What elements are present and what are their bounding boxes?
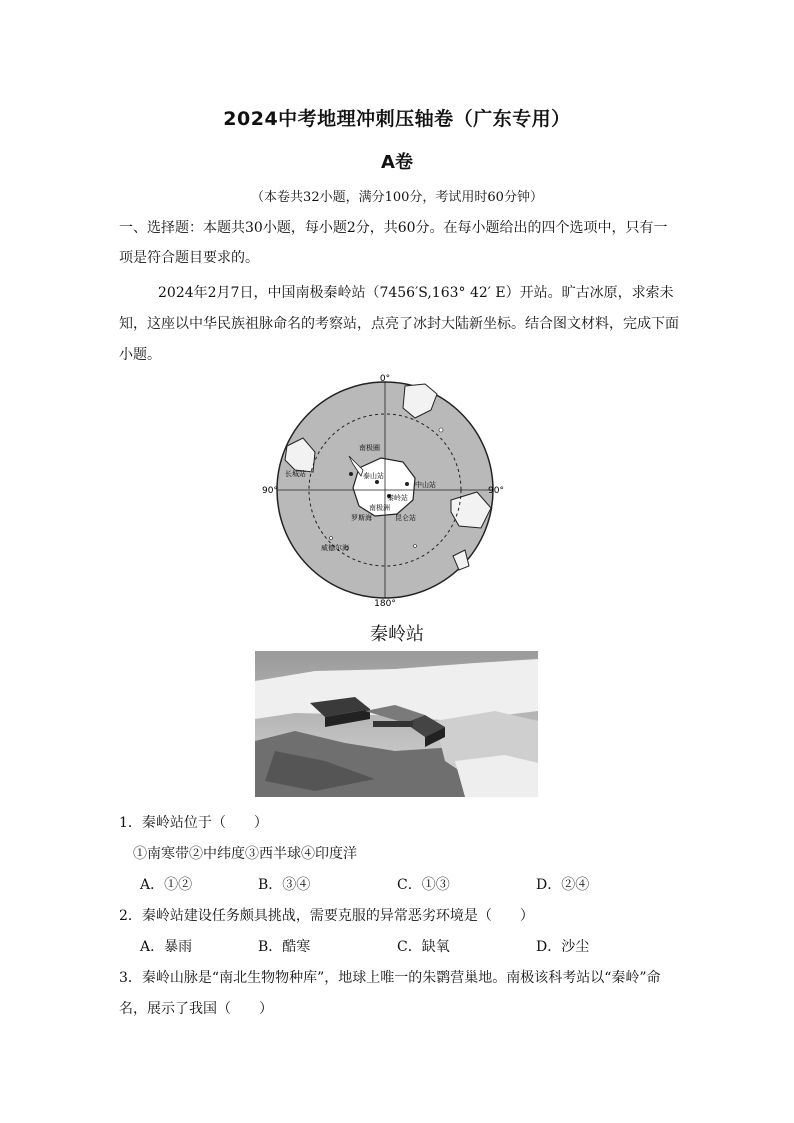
map-label-left: 90° [262, 486, 278, 496]
intro-line1: 2024年2月7日，中国南极秦岭站（7456′S,163° 42′ E）开站。旷古冰原，求索未 [158, 285, 674, 301]
map-station-1: 长城站 [285, 470, 306, 478]
paper-note: （本卷共32小题，满分100分，考试用时60分钟） [251, 190, 543, 205]
map-label-top: 0° [379, 374, 391, 384]
map-station-2: 中山站 [415, 481, 436, 489]
station-photo [255, 651, 538, 797]
question-3-stem-line1: 3．秦岭山脉是“南北生物物种库”，地球上唯一的朱鹮营巢地。南极该科考站以“秦岭”命 [119, 970, 661, 986]
antarctic-map [255, 372, 515, 612]
page-title: 2024中考地理冲刺压轴卷（广东专用） [223, 108, 571, 130]
section-heading-line1: 一、选择题：本题共30小题，每小题2分，共60分。在每小题给出的四个选项中，只有一 [119, 220, 668, 236]
map-label-bottom: 180° [374, 599, 396, 609]
question-2-option-d[interactable]: D．沙尘 [536, 939, 590, 955]
question-1-items: ①南寒带②中纬度③西半球④印度洋 [133, 846, 357, 862]
map-sea-3: 南极圈 [359, 444, 380, 452]
question-3-stem-line2: 名，展示了我国（ ） [119, 1001, 273, 1017]
map-label-right: 90° [488, 486, 504, 496]
map-station-4: 泰山站 [363, 472, 384, 480]
question-2-option-c[interactable]: C．缺氧 [397, 939, 450, 955]
question-2-option-a[interactable]: A．暴雨 [140, 939, 193, 955]
intro-line3: 小题。 [119, 347, 161, 363]
map-sea-2: 罗斯海 [351, 514, 372, 522]
intro-line2: 知，这座以中华民族祖脉命名的考察站，点亮了冰封大陆新坐标。结合图文材料，完成下面 [119, 316, 679, 332]
map-sea-1: 威德尔海 [321, 544, 349, 552]
photo-caption: 秦岭站 [370, 624, 424, 645]
question-1-option-b[interactable]: B．③④ [258, 877, 311, 893]
paper-subtitle: A卷 [381, 152, 413, 173]
question-1-option-a[interactable]: A．①② [140, 877, 193, 893]
question-2-option-b[interactable]: B．酷寒 [258, 939, 311, 955]
question-1-stem: 1．秦岭站位于（ ） [119, 815, 268, 831]
map-sea-4: 南极洲 [369, 504, 390, 512]
question-2-stem: 2．秦岭站建设任务颇具挑战，需要克服的异常恶劣环境是（ ） [119, 908, 534, 924]
map-station-3: 秦岭站 [387, 494, 408, 502]
map-station-5: 昆仑站 [395, 514, 416, 522]
section-heading-line2: 项是符合题目要求的。 [119, 250, 259, 266]
question-1-option-c[interactable]: C．①③ [397, 877, 450, 893]
question-1-option-d[interactable]: D．②④ [536, 877, 590, 893]
